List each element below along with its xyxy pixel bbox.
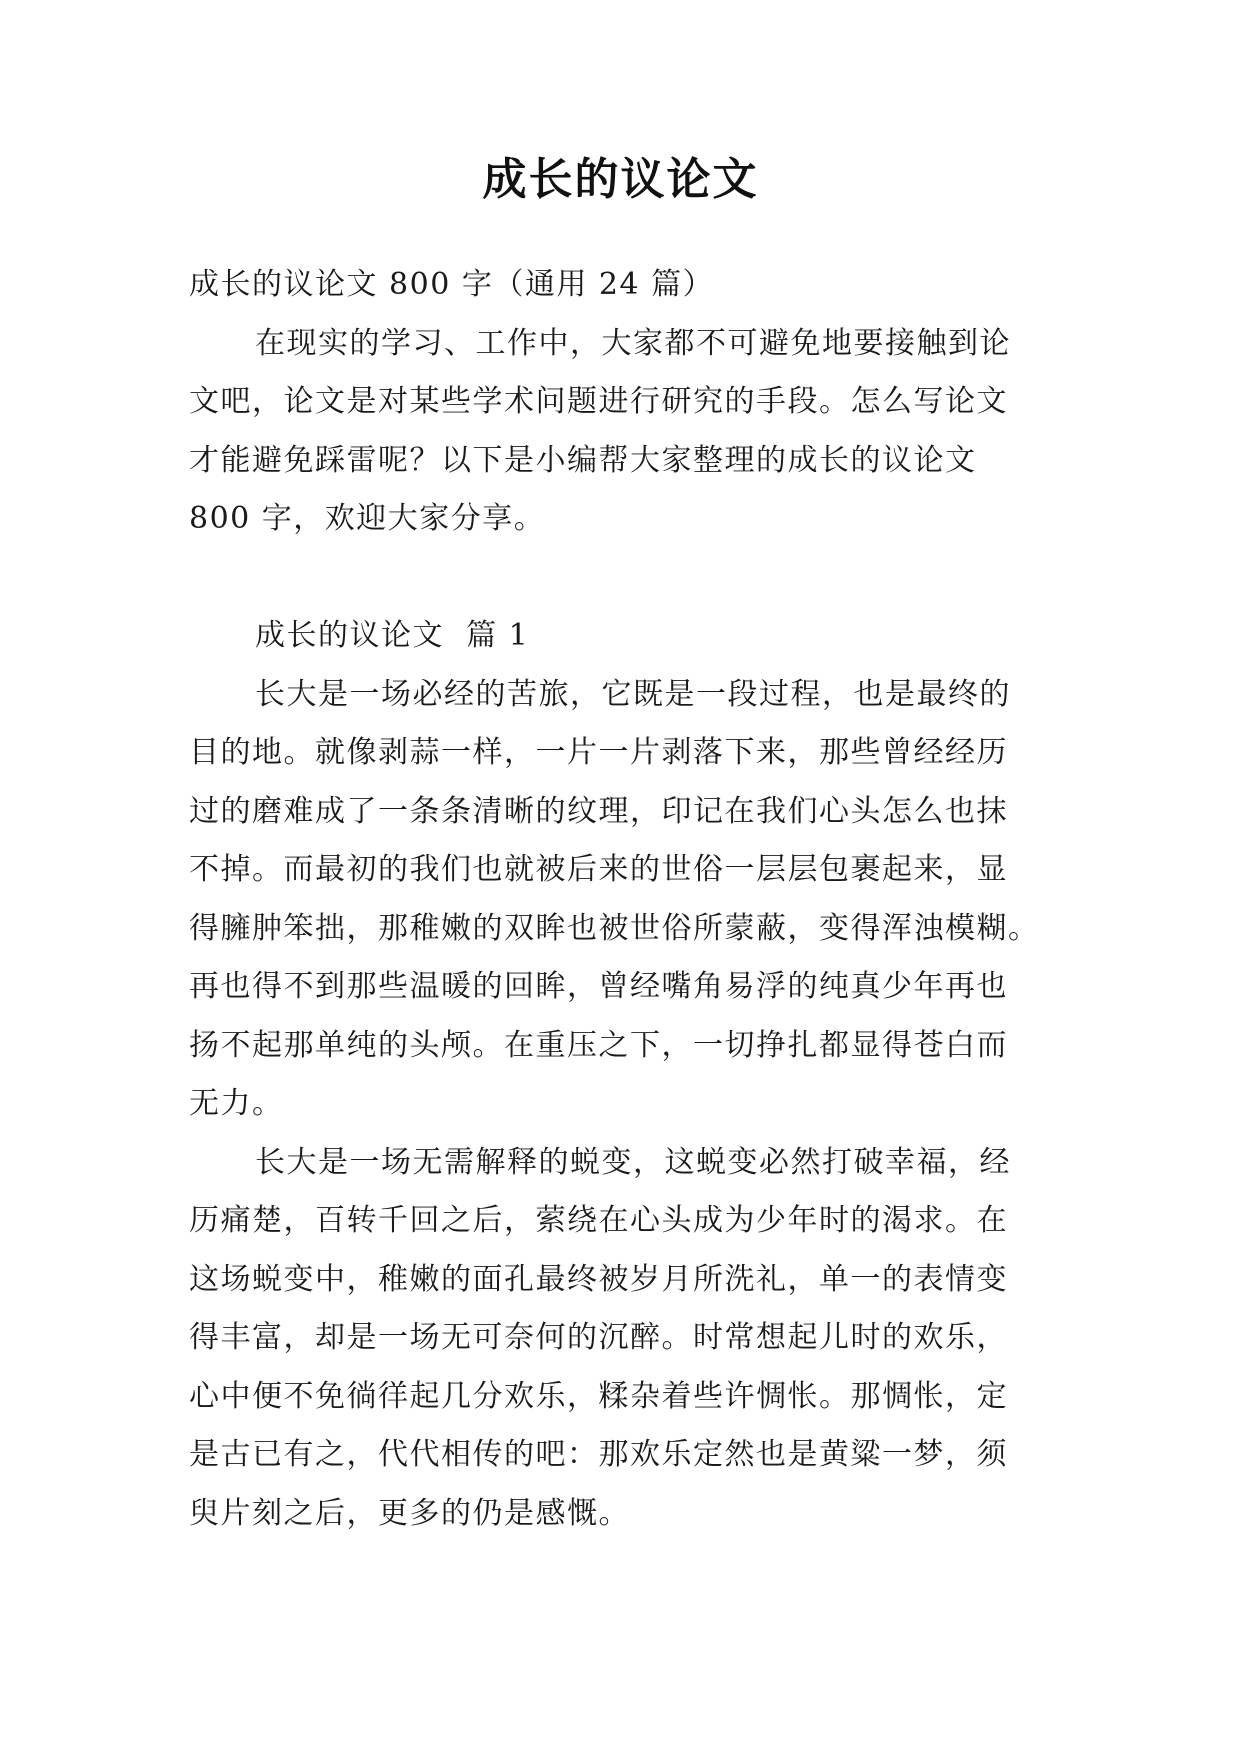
paragraph2-line: 这场蜕变中，稚嫩的面孔最终被岁月所洗礼，单一的表情变 [189,1261,1008,1297]
paragraph1-line: 再也得不到那些温暖的回眸，曾经嘴角易浮的纯真少年再也 [189,969,1008,1004]
paragraph1-line: 得臃肿笨拙，那稚嫩的双眸也被世俗所蒙蔽，变得浑浊模糊。 [189,910,1040,946]
paragraph2-line: 历痛楚，百转千回之后，萦绕在心头成为少年时的渴求。在 [189,1203,1008,1238]
document-title: 成长的议论文 [482,154,759,205]
paragraph1-line: 目的地。就像剥蒜一样，一片一片剥落下来，那些曾经经历 [189,735,1008,770]
intro-line: 文吧，论文是对某些学术问题进行研究的手段。怎么写论文 [189,384,1008,419]
intro-line: 在现实的学习、工作中，大家都不可避免地要接触到论 [255,325,1011,361]
document-subtitle: 成长的议论文 800 字（通用 24 篇） [189,267,715,302]
paragraph2-line: 是古已有之，代代相传的吧：那欢乐定然也是黄粱一梦，须 [189,1437,1008,1472]
intro-line: 800 字，欢迎大家分享。 [189,501,546,536]
paragraph1-line: 长大是一场必经的苦旅，它既是一段过程，也是最终的 [255,676,1011,712]
paragraph2-line: 臾片刻之后，更多的仍是感慨。 [189,1495,630,1531]
document-body [189,256,1051,1543]
paragraph2-line: 长大是一场无需解释的蜕变，这蜕变必然打破幸福，经 [255,1144,1011,1180]
blank-line [189,549,1051,608]
intro-line: 才能避免踩雷呢？以下是小编帮大家整理的成长的议论文 [189,442,977,478]
paragraph2-line: 心中便不免徜徉起几分欢乐，糅杂着些许惆怅。那惆怅，定 [189,1378,1008,1414]
section-heading: 成长的议论文 篇 1 [255,618,530,653]
paragraph1-line: 过的磨难成了一条条清晰的纹理，印记在我们心头怎么也抹 [189,793,1008,829]
paragraph1-line: 不掉。而最初的我们也就被后来的世俗一层层包裹起来，显 [189,852,1008,887]
paragraph1-line: 扬不起那单纯的头颅。在重压之下，一切挣扎都显得苍白而 [189,1027,1008,1063]
paragraph1-line: 无力。 [189,1086,284,1121]
paragraph2-line: 得丰富，却是一场无可奈何的沉醉。时常想起儿时的欢乐， [189,1320,1008,1355]
